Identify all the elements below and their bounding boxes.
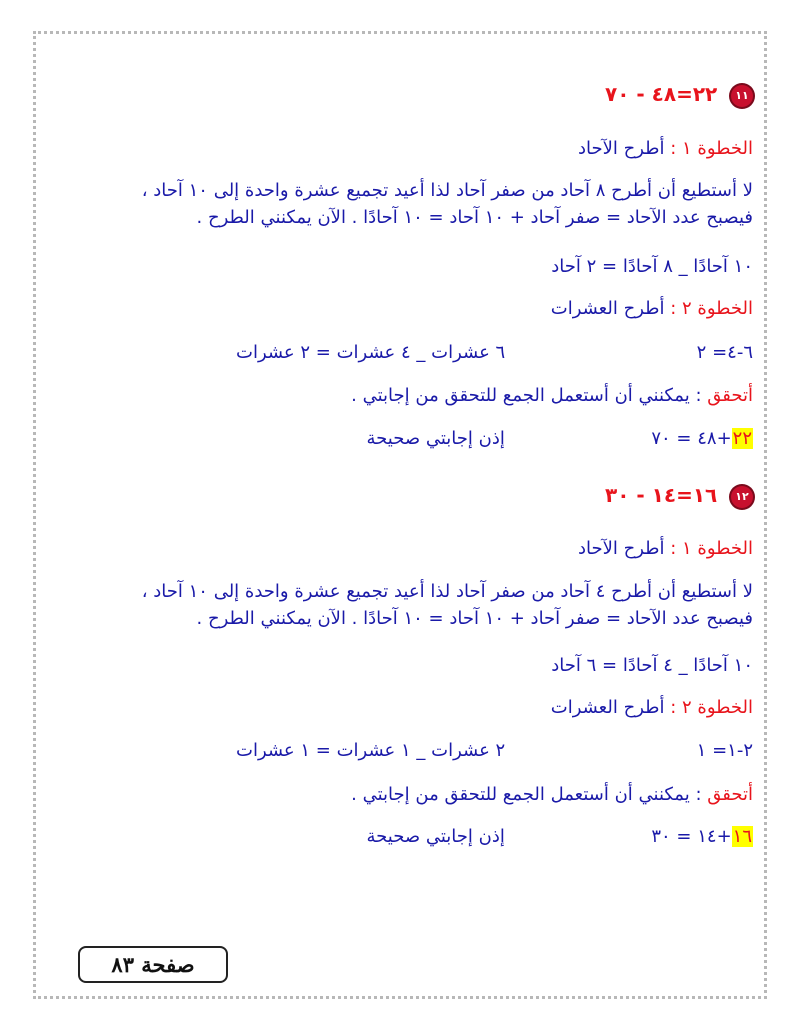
check-text: : يمكنني أن أستعمل الجمع للتحقق من إجابتي . xyxy=(351,784,702,805)
check-highlight: ١٦ xyxy=(732,826,752,847)
step2-text: أطرح العشرات xyxy=(550,298,665,319)
check-highlight: ٢٢ xyxy=(732,428,752,449)
step1-text: أطرح الآحاد xyxy=(577,138,665,159)
check-eq: +٤٨ = ٧٠ xyxy=(651,428,732,449)
problem-1-check-eq-row xyxy=(40,428,753,449)
problem-1-number-badge: ١١ xyxy=(731,85,753,107)
step2-text: أطرح العشرات xyxy=(550,697,665,718)
problem-2-check-eq-row xyxy=(40,826,753,847)
check-result: إذن إجابتي صحيحة xyxy=(366,826,505,847)
problem-1-tens-row xyxy=(40,342,753,363)
check-label: أتحقق xyxy=(707,784,753,805)
check-text: : يمكنني أن أستعمل الجمع للتحقق من إجابتي . xyxy=(351,385,702,406)
check-label: أتحقق xyxy=(707,385,753,406)
check-result: إذن إجابتي صحيحة xyxy=(366,428,505,449)
step1-text: أطرح الآحاد xyxy=(577,538,665,559)
problem-2-tens-row xyxy=(40,740,753,761)
problem-2-equation: ١٦=١٤ - ٣٠ xyxy=(605,483,718,507)
tens-long: ٢ عشرات _ ١ عشرات = ١ عشرات xyxy=(236,740,506,761)
problem-2-para-line1: لا أستطيع أن أطرح ٤ آحاد من صفر آحاد لذا أعيد تجميع عشرة واحدة إلى ١٠ آحاد ، xyxy=(141,581,753,602)
step2-label: الخطوة ٢ : xyxy=(670,298,753,319)
problem-1-step2 xyxy=(40,298,753,319)
problem-1-ones-calc: ١٠ آحادًا _ ٨ آحادًا = ٢ آحاد xyxy=(551,256,753,277)
problem-1-heading xyxy=(40,82,753,107)
problem-1-para-line1: لا أستطيع أن أطرح ٨ آحاد من صفر آحاد لذا أعيد تجميع عشرة واحدة إلى ١٠ آحاد ، xyxy=(141,180,753,201)
tens-long: ٦ عشرات _ ٤ عشرات = ٢ عشرات xyxy=(236,342,506,363)
problem-1-equation: ٢٢=٤٨ - ٧٠ xyxy=(605,82,718,106)
problem-2-step1 xyxy=(40,538,753,559)
problem-2-ones-calc: ١٠ آحادًا _ ٤ آحادًا = ٦ آحاد xyxy=(551,655,753,676)
step1-label: الخطوة ١ : xyxy=(670,138,753,159)
problem-2-para-line2: فيصبح عدد الآحاد = صفر آحاد + ١٠ آحاد = ١٠ آحادًا . الآن يمكنني الطرح . xyxy=(196,608,753,629)
step2-label: الخطوة ٢ : xyxy=(670,697,753,718)
page-number-label: صفحة ٨٣ xyxy=(78,946,228,983)
problem-2-check xyxy=(40,784,753,805)
check-eq: +١٤ = ٣٠ xyxy=(651,826,732,847)
problem-1-step1 xyxy=(40,138,753,159)
tens-short: ٦-٤= ٢ xyxy=(696,342,753,363)
problem-2-number-badge: ١٢ xyxy=(731,486,753,508)
step1-label: الخطوة ١ : xyxy=(670,538,753,559)
problem-2-heading xyxy=(40,483,753,508)
problem-2-step2 xyxy=(40,697,753,718)
problem-1-para-line2: فيصبح عدد الآحاد = صفر آحاد + ١٠ آحاد = ١٠ آحادًا . الآن يمكنني الطرح . xyxy=(196,207,753,228)
tens-short: ٢-١= ١ xyxy=(696,740,753,761)
problem-1-check xyxy=(40,385,753,406)
